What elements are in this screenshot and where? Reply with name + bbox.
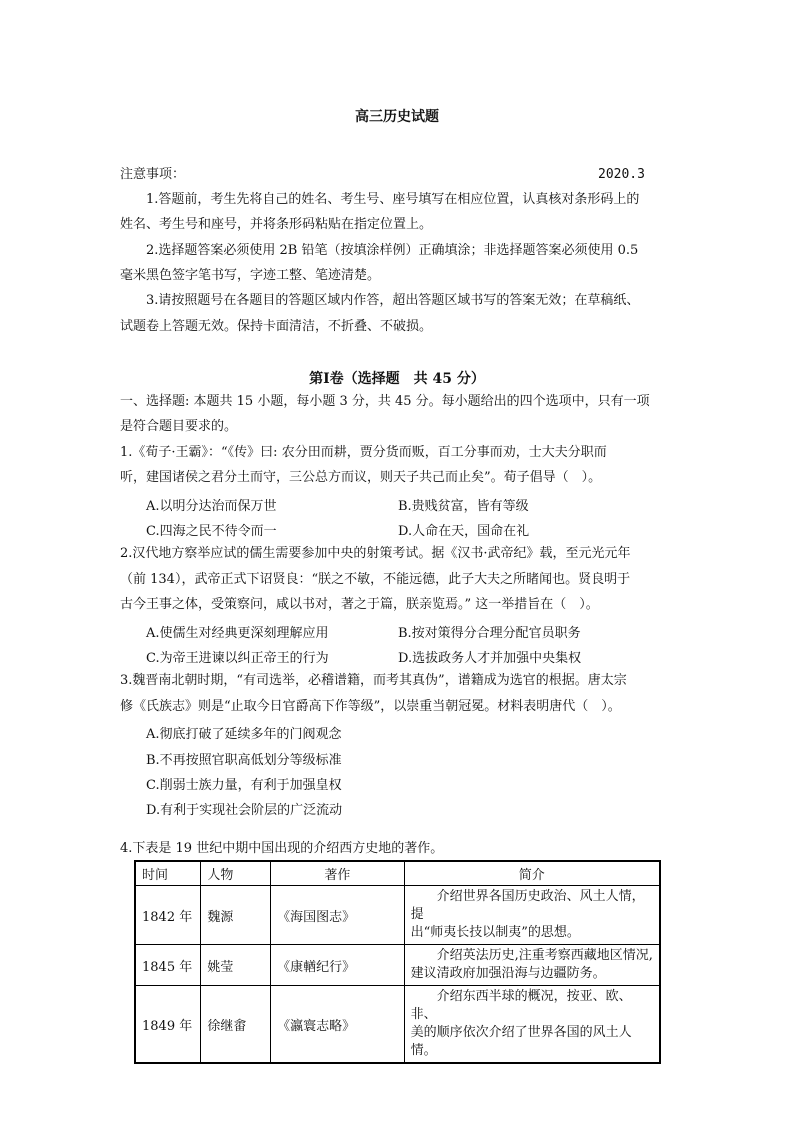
table-row [135, 886, 660, 945]
notice-line: 姓名、考生号和座号，并将条形码粘贴在指定位置上。 [120, 217, 433, 232]
cell-person: 魏源 [201, 886, 271, 945]
cell-work: 《海国图志》 [271, 886, 404, 945]
table-row [135, 986, 660, 1064]
cell-intro-line: 介绍英法历史,注重考察西藏地区情况, [410, 948, 653, 963]
cell-time: 1842 年 [135, 886, 201, 945]
question-1-option-a: A.以明分达治而保万世 [146, 499, 277, 514]
question-3-option-c: C.削弱士族力量，有利于加强皇权 [146, 778, 342, 793]
history-works-table [134, 860, 661, 1064]
cell-person: 姚莹 [201, 945, 271, 986]
cell-work: 《瀛寰志略》 [271, 986, 404, 1064]
question-1-text: 1.《荀子·王霸》：“《传》曰: 农分田而耕，贾分货而贩，百工分事而劝，士大夫分职而 [120, 445, 607, 460]
question-1-text: 听，建国诸侯之君分土而守，三公总方而议，则天子共己而止矣”。荀子倡导（ ）。 [120, 470, 602, 485]
question-1-option-b: B.贵贱贫富，皆有等级 [398, 499, 529, 514]
section-intro: 是符合题目要求的。 [120, 419, 238, 434]
question-3-option-b: B.不再按照官职高低划分等级标准 [146, 753, 342, 768]
question-2-text: 古今王事之体，受策察问，咸以书对，著之于篇，朕亲览焉。” 这一举措旨在（ ）。 [120, 597, 599, 612]
cell-intro-line: 出“师夷长技以制夷”的思想。 [410, 925, 580, 940]
notice-heading: 注意事项： [120, 167, 186, 182]
cell-intro-line: 美的顺序依次介绍了世界各国的风土人情。 [410, 1025, 632, 1058]
notice-line: 3.请按照题号在各题目的答题区域内作答，超出答题区域书写的答案无效；在草稿纸、 [146, 293, 640, 308]
section-title: 第Ⅰ卷（选择题 共 45 分） [309, 371, 485, 387]
table-header-row [135, 861, 660, 886]
table-header-time: 时间 [135, 861, 201, 886]
question-3-text: 3.魏晋南北朝时期，“有司选举，必稽谱籍，而考其真伪”，谱籍成为选官的根据。唐太宗 [120, 673, 627, 688]
question-3-text: 修《氏族志》则是“止取今日官爵高下作等级”，以崇重当朝冠冕。材料表明唐代（ ）。 [120, 699, 621, 714]
notice-line: 毫米黑色签字笔书写，字迹工整、笔迹清楚。 [120, 268, 381, 283]
question-4-text: 4.下表是 19 世纪中期中国出现的介绍西方史地的著作。 [120, 841, 444, 856]
page-title: 高三历史试题 [355, 109, 439, 125]
question-2-option-b: B.按对策得分合理分配官员职务 [398, 626, 581, 641]
cell-intro-line: 介绍东西半球的概况，按亚、欧、非、 [410, 989, 632, 1022]
cell-intro-line: 介绍世界各国历史政治、风土人情，提 [410, 889, 645, 922]
question-2-option-d: D.选拔政务人才并加强中央集权 [398, 651, 582, 666]
notice-line: 2.选择题答案必须使用 2B 铅笔（按填涂样例）正确填涂；非选择题答案必须使用 0.5 [146, 243, 639, 258]
question-1-option-c: C.四海之民不待令而一 [146, 524, 277, 539]
section-intro: 一、选择题: 本题共 15 小题，每小题 3 分，共 45 分。每小题给出的四个选项中，只有一项 [120, 394, 650, 409]
cell-person: 徐继畬 [201, 986, 271, 1064]
question-3-option-a: A.彻底打破了延续多年的门阀观念 [146, 727, 342, 742]
table-header-intro: 简介 [404, 861, 660, 886]
cell-intro-line: 建议清政府加强沿海与边疆防务。 [410, 966, 606, 981]
cell-work: 《康輶纪行》 [271, 945, 404, 986]
notice-line: 试题卷上答题无效。保持卡面清洁，不折叠、不破损。 [120, 319, 433, 334]
question-2-option-a: A.使儒生对经典更深刻理解应用 [146, 626, 329, 641]
table-header-work: 著作 [271, 861, 404, 886]
cell-time: 1849 年 [135, 986, 201, 1064]
cell-intro [404, 986, 660, 1064]
exam-date: 2020.3 [598, 167, 645, 182]
question-3-option-d: D.有利于实现社会阶层的广泛流动 [146, 803, 343, 818]
cell-time: 1845 年 [135, 945, 201, 986]
question-2-text: （前 134），武帝正式下诏贤良：“朕之不敏，不能远德，此子大夫之所睹闻也。贤良明于 [120, 572, 631, 587]
cell-intro [404, 945, 660, 986]
notice-line: 1.答题前，考生先将自己的姓名、考生号、座号填写在相应位置，认真核对条形码上的 [146, 192, 640, 207]
question-1-option-d: D.人命在天，国命在礼 [398, 524, 530, 539]
question-2-text: 2.汉代地方察举应试的儒生需要参加中央的射策考试。据《汉书·武帝纪》载，至元光元年 [120, 546, 631, 561]
cell-intro [404, 886, 660, 945]
question-2-option-c: C.为帝王进谏以纠正帝王的行为 [146, 651, 329, 666]
table-row [135, 945, 660, 986]
table-header-person: 人物 [201, 861, 271, 886]
